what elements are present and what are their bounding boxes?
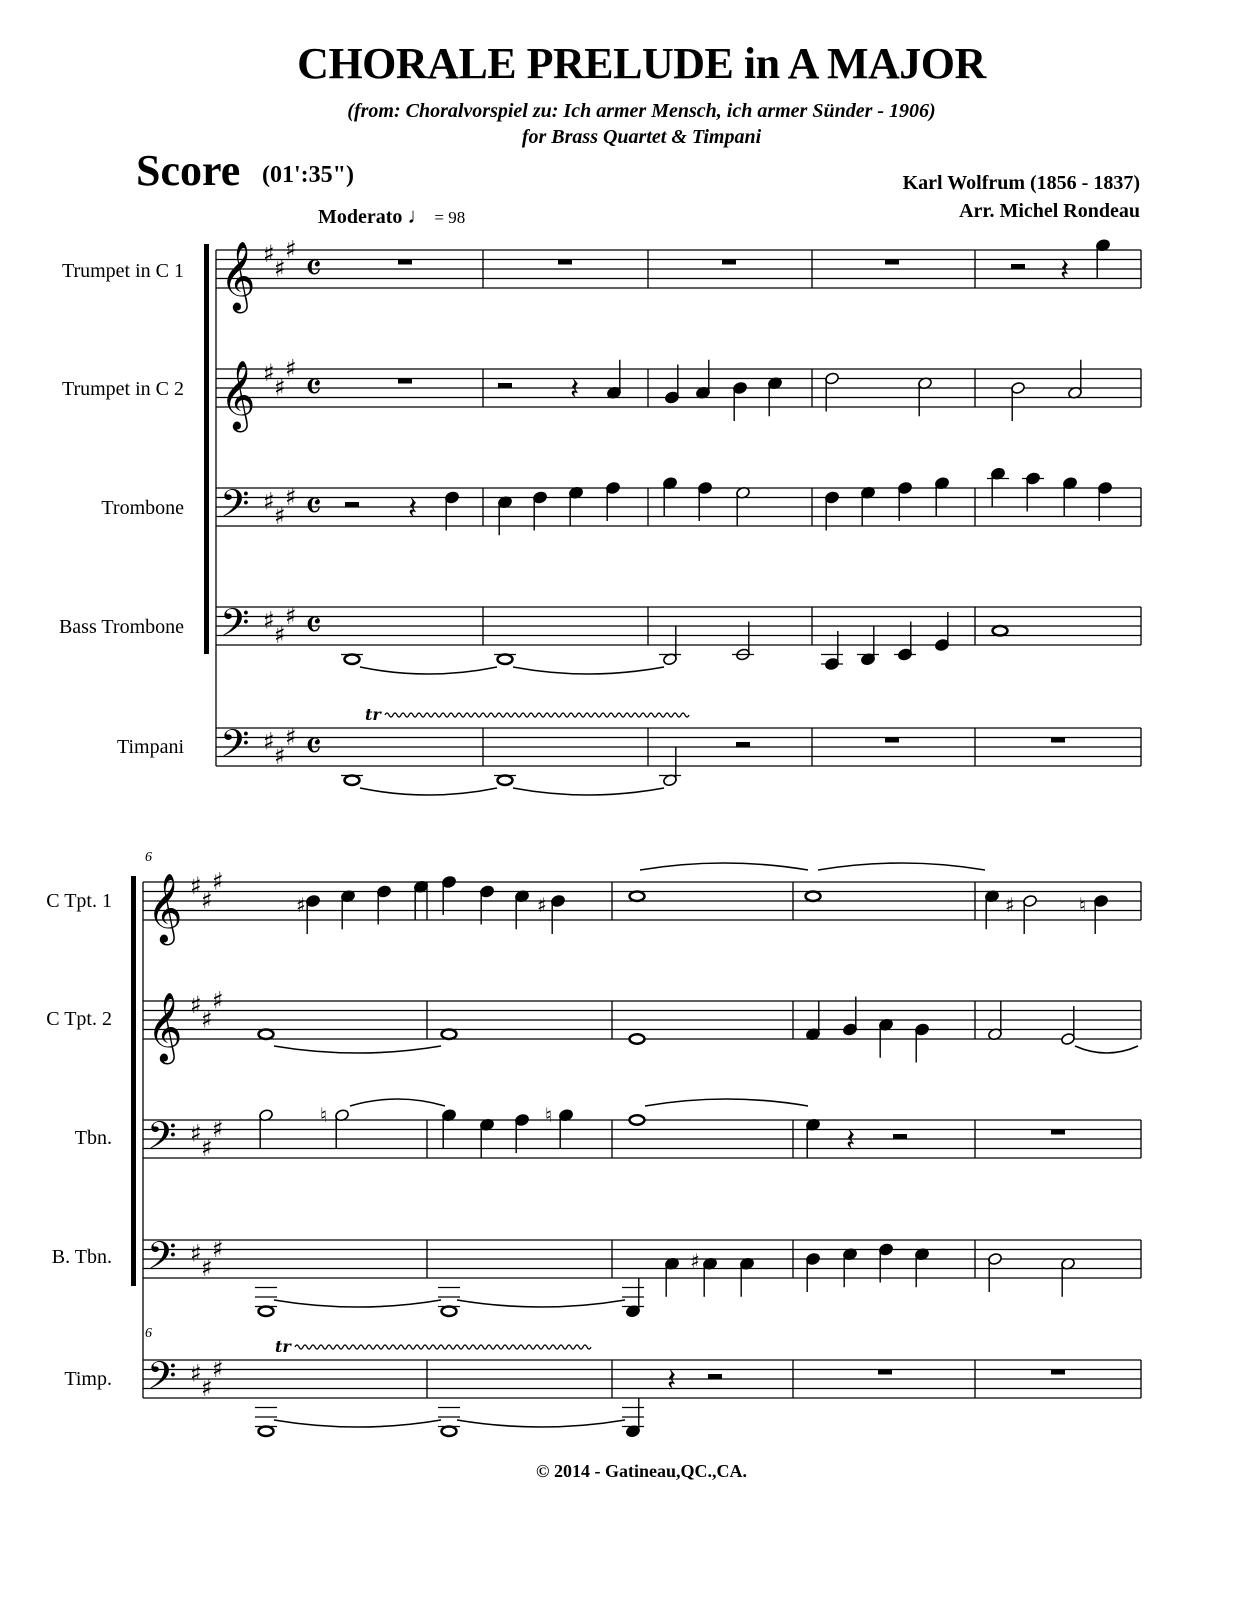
trill-line xyxy=(385,713,689,717)
half-rest-icon xyxy=(736,742,750,747)
tie xyxy=(457,1420,625,1427)
sharp-icon: ♯ xyxy=(190,1119,202,1148)
treble-clef-icon: 𝄞 xyxy=(147,873,183,943)
instrument-label-timpani: Timpani xyxy=(116,736,184,758)
sharp-icon: ♯ xyxy=(201,886,213,915)
tie xyxy=(640,863,808,870)
tie xyxy=(274,1046,441,1053)
note-head xyxy=(345,776,360,785)
sharp-icon: ♯ xyxy=(190,991,202,1019)
quarter-rest-icon: 𝄽 xyxy=(408,491,418,526)
treble-clef-icon: 𝄞 xyxy=(220,360,256,430)
natural-icon: ♮ xyxy=(545,1103,553,1127)
sharp-icon: ♯ xyxy=(263,487,275,516)
composer-credit: Karl Wolfrum (1856 - 1837) xyxy=(902,172,1140,194)
note-head xyxy=(259,1307,274,1316)
instrument-label-trombone: Trombone xyxy=(101,497,184,519)
sharp-icon: ♯ xyxy=(537,893,547,917)
bass-clef-icon: 𝄢 xyxy=(220,600,250,654)
measure-number-system-2: 6 xyxy=(145,850,152,865)
sharp-icon: ♯ xyxy=(285,601,297,630)
half-rest-icon xyxy=(498,383,512,388)
common-time-icon: 𝄴 xyxy=(305,365,322,409)
sharp-icon: ♯ xyxy=(285,722,297,751)
sharp-icon: ♯ xyxy=(212,867,224,896)
half-rest-icon xyxy=(708,1374,722,1379)
arranger-credit: Arr. Michel Rondeau xyxy=(959,200,1140,222)
instrument-label-bass-trombone: Bass Trombone xyxy=(58,616,184,638)
quarter-rest-icon: 𝄽 xyxy=(667,1363,677,1398)
whole-rest-icon xyxy=(885,738,899,743)
sharp-icon: ♯ xyxy=(201,1133,213,1162)
bracket-icon xyxy=(204,244,209,654)
quarter-rest-icon: 𝄽 xyxy=(846,1123,856,1158)
tie xyxy=(457,1300,625,1307)
note-head xyxy=(630,892,645,901)
common-time-icon: 𝄴 xyxy=(305,724,322,768)
tempo-text: Moderato xyxy=(318,206,403,228)
quarter-note-icon: ♩ xyxy=(407,203,430,228)
treble-clef-icon: 𝄞 xyxy=(147,992,183,1062)
sharp-icon: ♯ xyxy=(201,1005,213,1034)
sharp-icon: ♯ xyxy=(190,872,202,900)
instrument-label-tbn: Tbn. xyxy=(74,1127,112,1149)
measure-number-timpani-2: 6 xyxy=(145,1326,152,1341)
quarter-rest-icon: 𝄽 xyxy=(570,372,580,407)
score-title: CHORALE PRELUDE in A MAJOR xyxy=(297,39,986,88)
sharp-icon: ♯ xyxy=(274,254,286,283)
sharp-icon: ♯ xyxy=(190,1239,202,1268)
whole-rest-icon xyxy=(1051,738,1065,743)
trill-label: tr xyxy=(275,1337,291,1356)
note-head xyxy=(806,892,821,901)
note-head xyxy=(259,1030,274,1039)
whole-rest-icon xyxy=(885,260,899,265)
sharp-icon: ♯ xyxy=(274,373,286,402)
note-head xyxy=(498,776,513,785)
tempo-bpm: = 98 xyxy=(434,208,466,227)
half-rest-icon xyxy=(893,1134,907,1139)
note-head xyxy=(442,1030,457,1039)
sharp-icon: ♯ xyxy=(690,1249,700,1273)
sharp-icon: ♯ xyxy=(274,501,286,530)
instrument-label-trumpet-1: Trumpet in C 1 xyxy=(61,260,184,282)
treble-clef-icon: 𝄞 xyxy=(220,241,256,311)
score-subtitle-source: (from: Choralvorspiel zu: Ich armer Mensch, ich armer Sünder - 1906) xyxy=(347,100,936,122)
whole-rest-icon xyxy=(1051,1130,1065,1135)
sharp-icon: ♯ xyxy=(263,359,275,387)
sharp-icon: ♯ xyxy=(263,240,275,268)
whole-rest-icon xyxy=(1051,1370,1065,1375)
tie xyxy=(818,863,985,870)
sharp-icon: ♯ xyxy=(1005,893,1015,917)
score-subtitle-instrumentation: for Brass Quartet & Timpani xyxy=(521,126,762,148)
tie xyxy=(360,788,497,795)
common-time-icon: 𝄴 xyxy=(305,246,322,290)
common-time-icon: 𝄴 xyxy=(305,484,322,528)
bass-clef-icon: 𝄢 xyxy=(147,1113,177,1167)
bass-clef-icon: 𝄢 xyxy=(220,721,250,775)
note-head xyxy=(630,1034,645,1043)
note-head xyxy=(442,1307,457,1316)
tie xyxy=(645,1099,808,1106)
sharp-icon: ♯ xyxy=(296,893,306,917)
sharp-icon: ♯ xyxy=(190,1359,202,1388)
instrument-label-trumpet-2: Trumpet in C 2 xyxy=(61,378,184,400)
sharp-icon: ♯ xyxy=(274,741,286,770)
sharp-icon: ♯ xyxy=(274,620,286,649)
tie xyxy=(274,1300,441,1307)
natural-icon: ♮ xyxy=(320,1103,328,1127)
trill-label: tr xyxy=(365,705,381,724)
note-head xyxy=(498,655,513,664)
note-head xyxy=(345,655,360,664)
bass-clef-icon: 𝄢 xyxy=(147,1233,177,1287)
tie xyxy=(513,667,664,674)
whole-rest-icon xyxy=(558,260,572,265)
bass-clef-icon: 𝄢 xyxy=(147,1353,177,1407)
sharp-icon: ♯ xyxy=(212,1114,224,1143)
sharp-icon: ♯ xyxy=(263,727,275,756)
note-head xyxy=(259,1427,274,1436)
tie xyxy=(1075,1046,1138,1053)
note-head xyxy=(630,1115,645,1124)
note-head xyxy=(993,626,1008,635)
whole-rest-icon xyxy=(722,260,736,265)
sharp-icon: ♯ xyxy=(285,354,297,383)
tie xyxy=(274,1420,441,1427)
tie xyxy=(360,667,497,674)
sharp-icon: ♯ xyxy=(212,1354,224,1383)
sharp-icon: ♯ xyxy=(201,1373,213,1402)
natural-icon: ♮ xyxy=(1079,893,1087,917)
duration-label: (01':35") xyxy=(262,162,354,188)
sharp-icon: ♯ xyxy=(212,1234,224,1263)
instrument-label-timp: Timp. xyxy=(64,1368,112,1390)
tie xyxy=(513,788,664,795)
trill-line xyxy=(295,1345,591,1349)
note-head xyxy=(442,1427,457,1436)
whole-rest-icon xyxy=(878,1370,892,1375)
half-rest-icon xyxy=(345,502,359,507)
tie xyxy=(350,1099,445,1106)
system-1 xyxy=(204,235,1141,795)
copyright-footer: © 2014 - Gatineau,QC.,CA. xyxy=(536,1461,747,1481)
sharp-icon: ♯ xyxy=(263,606,275,635)
sharp-icon: ♯ xyxy=(285,482,297,511)
bracket-icon xyxy=(131,876,136,1286)
instrument-label-b-tbn: B. Tbn. xyxy=(51,1246,112,1268)
instrument-label-c-tpt-2: C Tpt. 2 xyxy=(46,1008,112,1030)
whole-rest-icon xyxy=(398,260,412,265)
quarter-rest-icon: 𝄽 xyxy=(1060,253,1070,288)
common-time-icon: 𝄴 xyxy=(305,603,322,647)
instrument-label-c-tpt-1: C Tpt. 1 xyxy=(46,890,112,912)
whole-rest-icon xyxy=(398,379,412,384)
system-2 xyxy=(131,863,1141,1438)
sharp-icon: ♯ xyxy=(285,235,297,264)
half-rest-icon xyxy=(1011,264,1025,269)
score-label: Score xyxy=(136,146,241,195)
sharp-icon: ♯ xyxy=(212,986,224,1015)
bass-clef-icon: 𝄢 xyxy=(220,481,250,535)
sharp-icon: ♯ xyxy=(201,1253,213,1282)
